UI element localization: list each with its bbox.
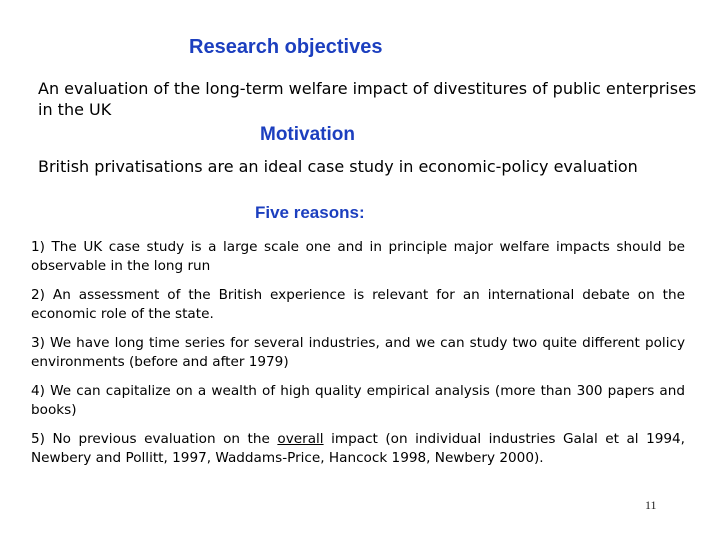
research-objectives-title: Research objectives	[189, 36, 383, 58]
reason-5-text-before: 5) No previous evaluation on the	[31, 431, 278, 447]
reasons-list	[31, 238, 685, 478]
motivation-text: British privatisations are an ideal case study in economic-policy evaluation	[38, 157, 638, 176]
reason-item: 3) We have long time series for several industries, and we can study two quite different policy environments (before and after 1979)	[31, 335, 685, 370]
reason-5-text-after: impact (on individual industries Galal et al 1994, Newbery and Pollitt, 1997, Waddams-Price, Hancock 1998, Newbery 2000).	[31, 431, 685, 466]
motivation-title: Motivation	[260, 124, 355, 145]
reason-item: 1) The UK case study is a large scale one and in principle major welfare impacts should be observable in the long run	[31, 239, 685, 274]
overall-emphasis: overall	[277, 431, 324, 447]
page-number: 11	[645, 498, 657, 512]
five-reasons-title: Five reasons:	[255, 203, 365, 222]
reason-item: 2) An assessment of the British experience is relevant for an international debate on the economic role of the state.	[31, 287, 685, 322]
objective-text: An evaluation of the long-term welfare impact of divestitures of public enterprises in the UK	[38, 79, 697, 119]
reason-item-5	[31, 430, 685, 468]
reason-item: 4) We can capitalize on a wealth of high quality empirical analysis (more than 300 papers and books)	[31, 383, 685, 418]
